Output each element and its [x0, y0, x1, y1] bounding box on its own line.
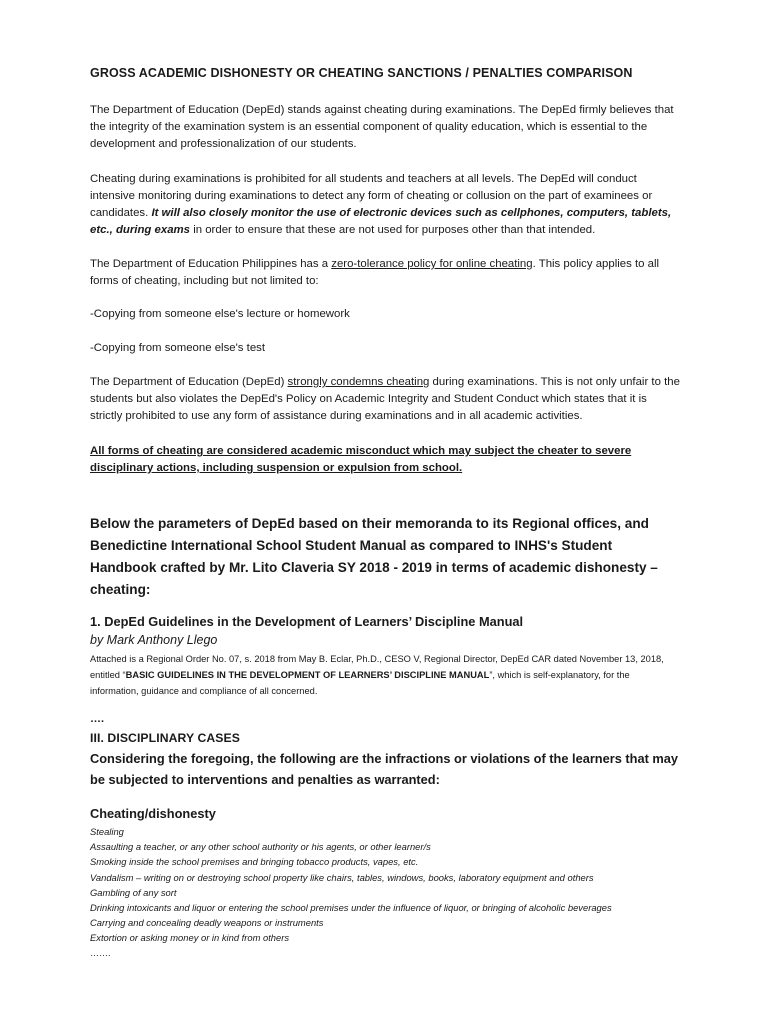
paragraph-condemns	[90, 374, 680, 425]
list-item: Drinking intoxicants and liquor or entering the school premises under the influence of liquor, or bringing of alcoholic beverages	[90, 902, 612, 914]
list-item: Gambling of any sort	[90, 886, 177, 898]
document-title: GROSS ACADEMIC DISHONESTY OR CHEATING SANCTIONS / PENALTIES COMPARISON	[90, 66, 633, 80]
lead-paragraph: Below the parameters of DepEd based on their memoranda to its Regional offices, and Benedictine International School Student Manual as compared to INHS's Student Handbook crafted by Mr. Lito Claveria SY 2018 - 2019 in terms of academic dishonesty – cheating:	[90, 516, 658, 597]
trailing-ellipsis: …….	[90, 948, 111, 958]
paragraph-misconduct: All forms of cheating are considered academic misconduct which may subject the cheater to severe disciplinary actions, including suspension or expulsion from school.	[90, 445, 632, 474]
section3-lead: Considering the foregoing, the following are the infractions or violations of the learners that may be subjected to interventions and penalties as warranted:	[90, 751, 679, 787]
text: Cheating during examinations is prohibited for all students and teachers at all levels. The DepEd will conduct intensive monitoring during examinations to detect any form of cheating or collusion on the part of examinees or candidates.	[90, 173, 653, 219]
section1-author: by Mark Anthony Llego	[90, 633, 218, 647]
section3-title: III. DISCIPLINARY CASES	[90, 731, 240, 745]
cheating-subheading: Cheating/dishonesty	[90, 806, 216, 821]
text: ”, which is self-explanatory, for the information, guidance and compliance of all concerned.	[90, 670, 630, 696]
section1-title: 1. DepEd Guidelines in the Development of Learners’ Discipline Manual	[90, 614, 524, 629]
text: Attached is a Regional Order No. 07, s. 2018 from May B. Eclar, Ph.D., CESO V, Regional Director, DepEd CAR dated November 13, 2018, entitled “	[90, 654, 664, 680]
infractions-list	[90, 824, 690, 946]
text: in order to ensure that these are not used for purposes other than that intended.	[190, 224, 596, 236]
list-item: Assaulting a teacher, or any other school authority or his agents, or other learner/s	[90, 841, 431, 853]
paragraph-zero-tolerance	[90, 256, 680, 290]
bullet-item: -Copying from someone else's lecture or homework	[90, 308, 350, 320]
list-item: Vandalism – writing on or destroying school property like chairs, tables, windows, books, laboratory equipment and others	[90, 871, 594, 883]
bullet-item: -Copying from someone else's test	[90, 342, 266, 354]
text: The Department of Education Philippines has a	[90, 258, 332, 270]
list-item: Smoking inside the school premises and bringing tobacco products, vapes, etc.	[90, 856, 419, 868]
list-item: Carrying and concealing deadly weapons or instruments	[90, 917, 324, 929]
list-item: Extortion or asking money or in kind from others	[90, 932, 290, 944]
text: The Department of Education (DepEd)	[90, 376, 288, 388]
list-item: Stealing	[90, 826, 124, 837]
emphasis-strongly-condemns: strongly condemns cheating	[287, 376, 430, 388]
text: during examinations. This is not only unfair to the students but also violates the DepEd's Policy on Academic Integrity and Student Conduct which states that it is strictly prohibited to use any form of assistance during examinations and in all academic activities.	[90, 376, 680, 422]
section1-body	[90, 651, 680, 699]
emphasis-electronic-devices: It will also closely monitor the use of electronic devices such as cellphones, computers, tablets, etc., during exams	[90, 207, 672, 236]
text: . This policy applies to all forms of cheating, including but not limited to:	[90, 258, 660, 287]
paragraph-monitoring	[90, 171, 680, 239]
emphasis-guidelines-title: BASIC GUIDELINES IN THE DEVELOPMENT OF LEARNERS’ DISCIPLINE MANUAL	[125, 670, 490, 680]
ellipsis: ….	[90, 713, 105, 725]
emphasis-zero-tolerance: zero-tolerance policy for online cheating	[331, 258, 533, 270]
paragraph-intro: The Department of Education (DepEd) stands against cheating during examinations. The DepEd firmly believes that the integrity of the examination system is an essential component of quality education, which is essential to the development and professionalization of our students.	[90, 104, 674, 150]
